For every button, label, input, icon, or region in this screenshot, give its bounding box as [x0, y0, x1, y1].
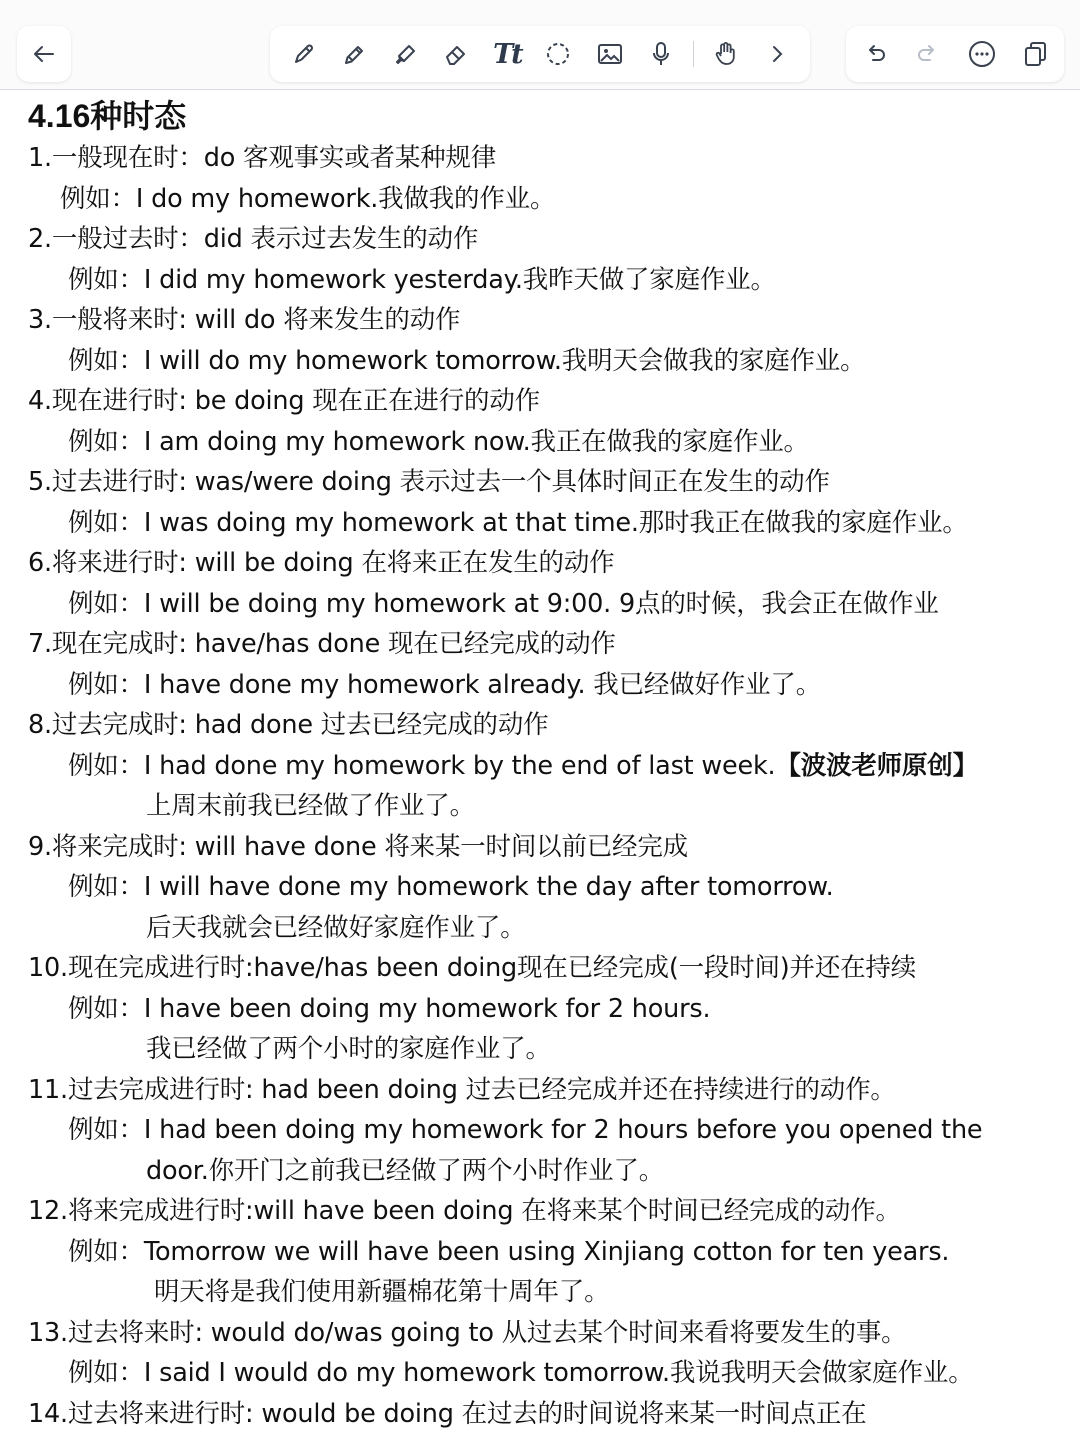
back-button-container — [17, 26, 71, 82]
tense-heading: 1.一般现在时：do 客观事实或者某种规律 — [28, 143, 497, 173]
pencil-icon[interactable] — [335, 35, 373, 73]
author-tag: 【波波老师原创】 — [775, 750, 978, 781]
example-continuation: 后天我就会已经做好家庭作业了。 — [146, 912, 526, 943]
tense-example: 例如：I did my homework yesterday.我昨天做了家庭作业。 — [68, 264, 776, 295]
redo-icon[interactable] — [909, 35, 947, 73]
tense-example: 例如：Tomorrow we will have been using Xinjiang cotton for ten years. — [68, 1236, 950, 1267]
actions-bar — [846, 26, 1064, 82]
tense-heading: 3.一般将来时: will do 将来发生的动作 — [28, 305, 461, 335]
tense-heading: 8.过去完成时: had done 过去已经完成的动作 — [28, 710, 549, 740]
tense-example: 例如：I was doing my homework at that time.那时我正在做我的家庭作业。 — [68, 507, 968, 538]
tense-example: 例如：I have been doing my homework for 2 hours. — [68, 993, 711, 1024]
example-continuation: 明天将是我们使用新疆棉花第十周年了。 — [154, 1277, 610, 1307]
tense-example: 例如：I am doing my homework now.我正在做我的家庭作业。 — [68, 426, 809, 457]
example-continuation: door.你开门之前我已经做了两个小时作业了。 — [146, 1155, 665, 1186]
tense-heading: 13.过去将来时: would do/was going to 从过去某个时间来看将要发生的事。 — [28, 1317, 907, 1348]
highlighter-icon[interactable] — [386, 35, 424, 73]
example-text: 例如：I had done my homework by the end of last week. — [68, 750, 776, 781]
tense-example: 例如：I have done my homework already. 我已经做好作业了。 — [68, 669, 821, 700]
tense-example: 例如：I will do my homework tomorrow.我明天会做我的家庭作业。 — [68, 345, 866, 376]
tense-heading: 6.将来进行时: will be doing 在将来正在发生的动作 — [28, 548, 615, 578]
tense-heading: 9.将来完成时: will have done 将来某一时间以前已经完成 — [28, 831, 688, 862]
tense-heading: 12.将来完成进行时:will have been doing 在将来某个时间已经完成的动作。 — [28, 1196, 901, 1226]
tense-heading: 5.过去进行时: was/were doing 表示过去一个具体时间正在发生的动作 — [28, 467, 830, 497]
tense-example: 例如：I do my homework.我做我的作业。 — [60, 183, 556, 214]
text-tool-icon[interactable]: Tt — [493, 38, 522, 70]
eraser-icon[interactable] — [437, 35, 475, 73]
more-icon[interactable] — [963, 35, 1001, 73]
tense-example: 例如：I will have done my homework the day after tomorrow. — [68, 872, 834, 902]
tense-example — [28, 746, 1068, 787]
pages-icon[interactable] — [1016, 35, 1054, 73]
tense-heading: 10.现在完成进行时:have/has been doing现在已经完成(一段时间)并还在持续 — [28, 953, 917, 983]
tense-heading: 4.现在进行时: be doing 现在正在进行的动作 — [28, 386, 540, 416]
example-continuation: 上周末前我已经做了作业了。 — [146, 791, 475, 821]
tense-heading: 14.过去将来进行时: would be doing 在过去的时间说将来某一时间点正在 — [28, 1398, 867, 1429]
lasso-icon[interactable] — [539, 35, 577, 73]
hand-icon[interactable] — [707, 35, 745, 73]
tense-heading: 7.现在完成时: have/has done 现在已经完成的动作 — [28, 629, 616, 659]
pen-icon[interactable] — [284, 35, 322, 73]
page-title: 4.16种时态 — [28, 98, 187, 134]
top-toolbar — [0, 0, 1080, 90]
chevron-right-icon[interactable] — [758, 35, 796, 73]
tense-example: 例如：I will be doing my homework at 9:00. 9点的时候，我会正在做作业 — [68, 588, 939, 619]
microphone-icon[interactable] — [642, 35, 680, 73]
tense-heading: 2.一般过去时：did 表示过去发生的动作 — [28, 224, 479, 254]
note-content[interactable] — [28, 94, 1068, 1434]
arrow-left-icon[interactable] — [25, 35, 63, 73]
example-continuation: 我已经做了两个小时的家庭作业了。 — [146, 1034, 551, 1064]
image-icon[interactable] — [591, 35, 629, 73]
toolbar-divider — [693, 41, 694, 67]
tense-heading: 11.过去完成进行时: had been doing 过去已经完成并还在持续进行的动作。 — [28, 1074, 896, 1105]
undo-icon[interactable] — [856, 35, 894, 73]
tense-example: 例如：I had been doing my homework for 2 hours before you opened the — [68, 1115, 983, 1145]
tense-example: 例如：I said I would do my homework tomorrow.我说我明天会做家庭作业。 — [68, 1358, 974, 1388]
drawing-tools-bar — [270, 26, 810, 82]
